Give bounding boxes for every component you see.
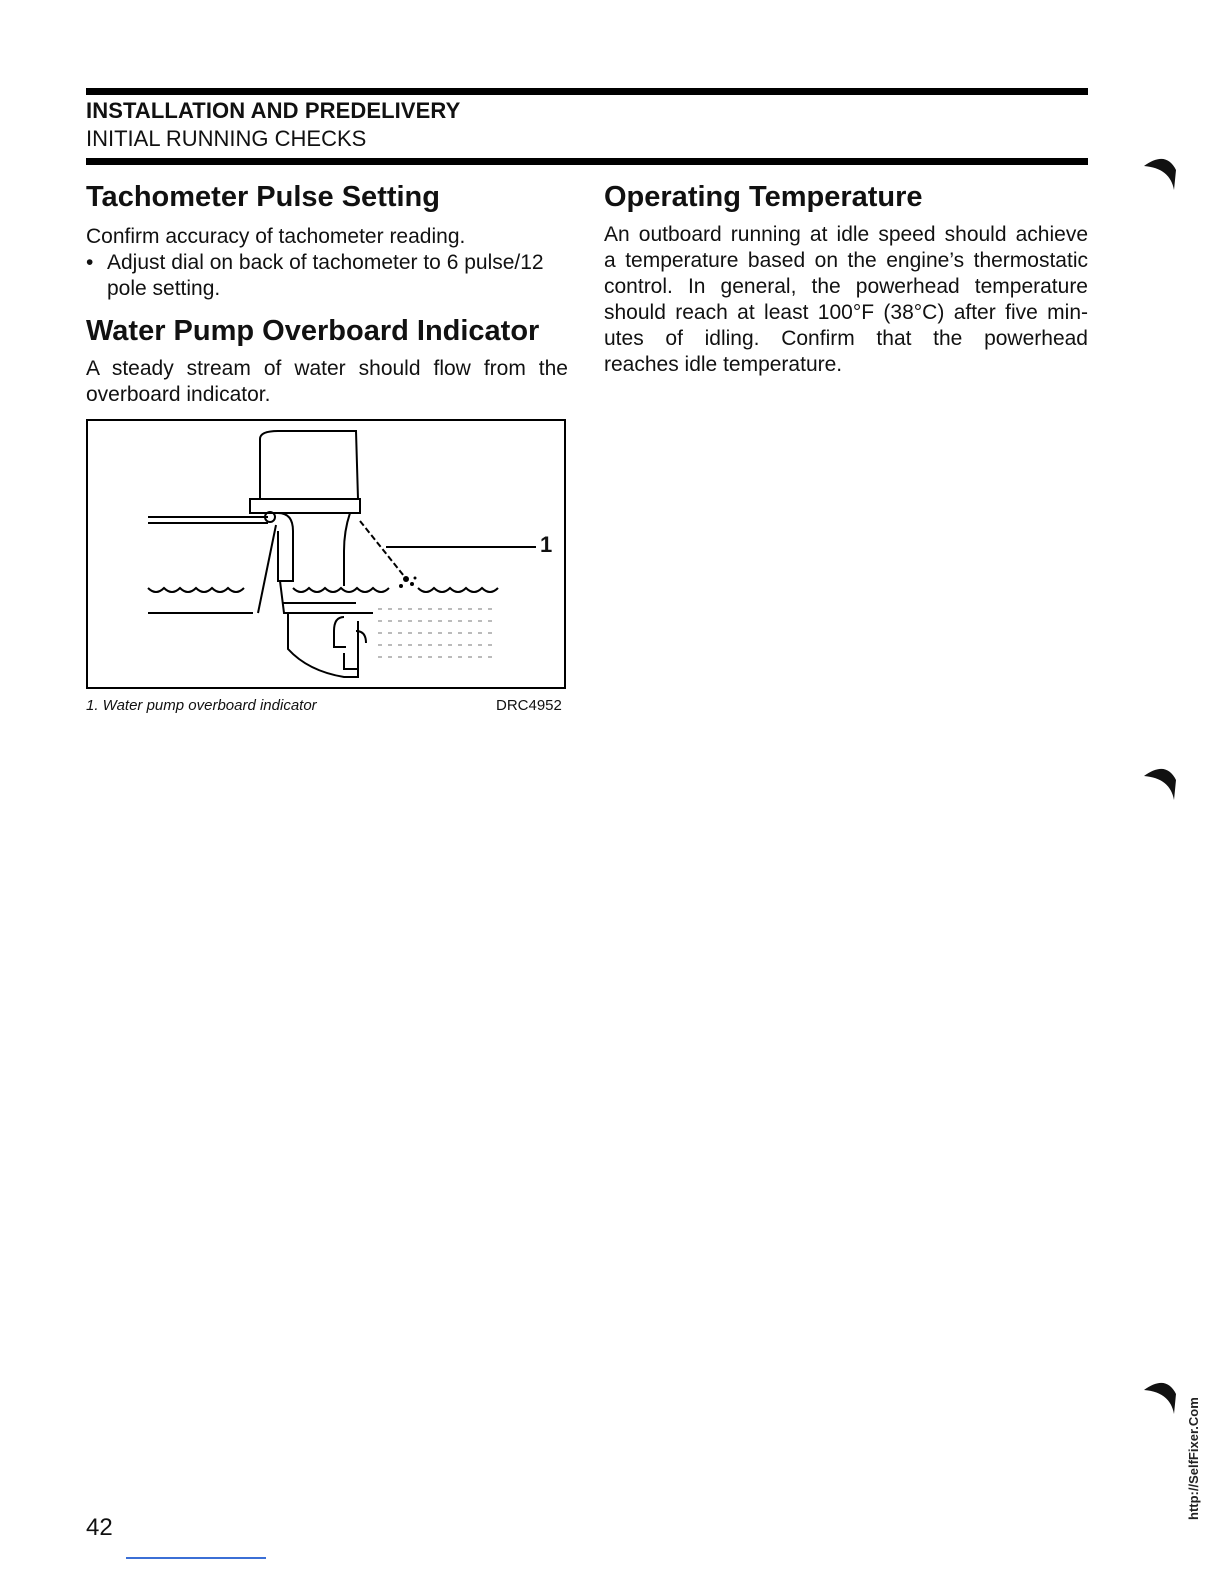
page-number: 42 bbox=[86, 1514, 113, 1541]
figure-caption: 1. Water pump overboard indicator bbox=[86, 697, 317, 714]
temp-line-4: should reach at least 100°F (38°C) after five min- bbox=[604, 301, 1088, 324]
temp-line-2: a temperature based on the engine’s thermostatic bbox=[604, 249, 1088, 272]
binder-hole-mark-top bbox=[1140, 148, 1190, 198]
watermark-url: http://SelfFixer.Com bbox=[1186, 1397, 1201, 1520]
tachometer-intro: Confirm accuracy of tachometer reading. bbox=[86, 225, 466, 248]
tachometer-heading: Tachometer Pulse Setting bbox=[86, 181, 440, 213]
outboard-figure bbox=[86, 419, 566, 689]
header-top-rule bbox=[86, 88, 1088, 95]
section-title: INSTALLATION AND PREDELIVERY bbox=[86, 98, 461, 123]
temp-line-6: reaches idle temperature. bbox=[604, 353, 843, 376]
operating-temp-heading: Operating Temperature bbox=[604, 181, 923, 213]
bullet-text: Adjust dial on back of tachometer to 6 pulse/12 pole setting. bbox=[107, 251, 544, 300]
water-pump-heading: Water Pump Overboard Indicator bbox=[86, 315, 540, 347]
water-pump-line-2: overboard indicator. bbox=[86, 383, 271, 406]
binder-hole-mark-middle bbox=[1140, 758, 1190, 808]
bottom-divider bbox=[126, 1557, 266, 1559]
temp-line-1: An outboard running at idle speed should achieve bbox=[604, 223, 1088, 246]
binder-hole-mark-bottom bbox=[1140, 1372, 1190, 1422]
figure-callout-number: 1 bbox=[540, 532, 553, 557]
subsection-title: INITIAL RUNNING CHECKS bbox=[86, 126, 367, 151]
water-pump-line-1: A steady stream of water should flow from the bbox=[86, 357, 568, 380]
outboard-illustration bbox=[88, 421, 564, 687]
figure-code: DRC4952 bbox=[496, 697, 562, 714]
temp-line-3: control. In general, the powerhead temperature bbox=[604, 275, 1088, 298]
temp-line-5: utes of idling. Confirm that the powerhead bbox=[604, 327, 1088, 350]
bullet-symbol: • bbox=[86, 251, 94, 274]
header-bottom-rule bbox=[86, 158, 1088, 165]
